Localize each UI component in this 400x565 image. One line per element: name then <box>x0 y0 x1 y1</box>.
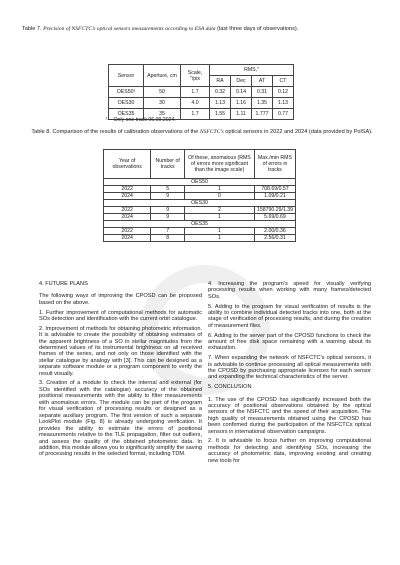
cell: 5 <box>151 186 185 193</box>
cell: 1.7 <box>181 109 210 120</box>
table7-footnote: ¹ – Only one track 06.09.2024. <box>106 117 176 123</box>
cell: 1.35 <box>252 98 273 109</box>
paragraph: The following ways of improving the CPOSD can be proposed based on the above. <box>39 293 202 306</box>
th-maxmin: Max./min RMS of errors in tracks <box>254 150 295 179</box>
table8 <box>103 149 296 242</box>
cell: 9 <box>151 193 185 200</box>
cell: OES35 <box>109 109 144 120</box>
table-row <box>109 87 294 98</box>
cell: 9 <box>151 214 185 221</box>
cell: 1 <box>185 186 255 193</box>
table-row <box>104 214 296 221</box>
paragraph: 1. Further improvement of computational methods for automatic SOs detection and identification with the current orbit catalogue. <box>39 309 202 322</box>
cell: 1 <box>185 235 255 242</box>
cell: 4.0 <box>181 98 210 109</box>
cell: 35 <box>144 109 181 120</box>
cell: 0.77 <box>273 109 294 120</box>
th-tracks: Number of tracks <box>151 150 185 179</box>
cell: 1.7 <box>181 87 210 98</box>
table7-caption: Table 7. Precision of NSFCTC’s optical sensors measurements according to ESA data (last three days of observations). <box>22 26 299 32</box>
th-year: Year of observations <box>104 150 151 179</box>
section-heading-future-plans: 4. FUTURE PLANS <box>39 281 88 287</box>
paragraph: 3. Creation of a module to check the internal and external (for SOs identified with the catalogue) accuracy of the obtained positional measurements with the ability to filter measurements with anomalous errors. The module can be part of the program for visual verification of processing results or designed as a separate auxiliary program. The first version of such a separate LookPlot module (Fig. 8) is already undergoing verification. It provides the ability to estimate the errors of positional measurements relative to the TLE propagation, filter out outliers, and assess the quality of the obtained photometric data. In addition, this module allows you to significantly simplify the saving of processing results in the selected format, including TDM. <box>39 380 202 458</box>
cell: 2 <box>185 207 255 214</box>
th-at: AT <box>252 76 273 87</box>
cell: 0.12 <box>273 87 294 98</box>
cell: 1 <box>185 228 255 235</box>
paragraph: 5. Adding to the program for visual verification of results is the ability to combine individual detected tracks into one, both at the stage of verification of processing results, and during the creation of measurement files. <box>208 303 371 329</box>
th-ra: RA <box>210 76 231 87</box>
table7 <box>108 64 294 120</box>
cell: 0.14 <box>231 87 252 98</box>
table-row <box>104 235 296 242</box>
cell: 2024 <box>104 235 151 242</box>
cell: 0 <box>185 193 255 200</box>
cell: OES30 <box>109 98 144 109</box>
cell: 1.13 <box>210 98 231 109</box>
th-aperture: Aperture, cm <box>144 65 181 87</box>
cell: 1.13 <box>273 98 294 109</box>
cell: OES50¹ <box>109 87 144 98</box>
group-label: OES50 <box>104 179 296 186</box>
right-column <box>208 281 371 467</box>
table8-caption: Table 8. Comparison of the results of calibration observations of the NSFCTC’s optical sensors in 2022 and 2024 (data provided by PolSA). <box>31 129 373 135</box>
table-row <box>104 207 296 214</box>
paragraph: 2. Improvement of methods for obtaining photometric information. It is advisable to create the possibility of obtaining estimates of the apparent brightness of a SO in stellar magnitudes from the determined values of its instrumental brightness on all received frames of the series, and not only on those identified with the stellar catalogue by analogy with [3]. This can be designed as a separate software module or a program component to verify the result visually. <box>39 325 202 377</box>
paragraph: 6. Adding to the server part of the CPOSD functions to check the amount of free disk space remaining with a warning about its exhaustion. <box>208 332 371 352</box>
cell: 7 <box>151 228 185 235</box>
cell: 708.69/0.57 <box>254 186 295 193</box>
cell: 158790.29/1.39 <box>254 207 295 214</box>
cell: 0.32 <box>210 87 231 98</box>
paragraph: 2. It is advisable to focus further on improving computational methods for detecting and identifying SOs, increasing the accuracy of photometric data, improving existing and creating new tools for <box>208 438 371 464</box>
left-column <box>39 281 202 461</box>
cell: 1.55 <box>210 109 231 120</box>
cell: 2022 <box>104 228 151 235</box>
cell: 0.31 <box>252 87 273 98</box>
table-row <box>104 228 296 235</box>
cell: 8 <box>151 235 185 242</box>
section-heading-conclusion: 5. CONCLUSION <box>208 384 252 391</box>
cell: 1.11 <box>231 109 252 120</box>
group-label: OES35 <box>104 221 296 228</box>
cell: 2.00/0.36 <box>254 228 295 235</box>
paragraph: 4. Increasing the program’s speed for visually verifying processing results when working with many frames/detected SOs. <box>208 281 371 300</box>
table-row <box>104 193 296 200</box>
group-label: OES30 <box>104 200 296 207</box>
cell: 2.56/0.31 <box>254 235 295 242</box>
paragraph: 1. The use of the CPOSD has significantly increased both the accuracy of positional observations obtained by the optical sensors of the NSFCTC and the speed of their acquisition. The high quality of measurements obtained using the CPOSD has been confirmed during the participation of the NSFCTCs optical sensors in international observation campaigns. <box>208 396 371 435</box>
cell: 50 <box>144 87 181 98</box>
th-rms: RMS,″ <box>210 65 294 76</box>
cell: 1.09/0.21 <box>254 193 295 200</box>
table-row <box>104 186 296 193</box>
cell: 2024 <box>104 214 151 221</box>
cell: 1 <box>185 214 255 221</box>
th-sensor: Sensor <box>109 65 144 87</box>
cell: 2022 <box>104 186 151 193</box>
cell: 1.16 <box>231 98 252 109</box>
table-row <box>109 98 294 109</box>
th-anomalous: Of these, anomalous (RMS of errors more significant than the image scale) <box>185 150 255 179</box>
cell: 1.777 <box>252 109 273 120</box>
cell: 2022 <box>104 207 151 214</box>
cell: 2024 <box>104 193 151 200</box>
paragraph: 7. When expanding the network of NSFCTC’s optical sensors, it is advisable to continue processing all optical measurements with the CPOSD by purchasing appropriate licenses for each sensor and expanding the technical characteristics of the server. <box>208 355 371 381</box>
cell: 30 <box>144 98 181 109</box>
cell: 9 <box>151 207 185 214</box>
th-ct: CT <box>273 76 294 87</box>
cell: 5.69/0.69 <box>254 214 295 221</box>
th-dec: Dec <box>231 76 252 87</box>
th-scale: Scale, ″/pix <box>181 65 210 87</box>
